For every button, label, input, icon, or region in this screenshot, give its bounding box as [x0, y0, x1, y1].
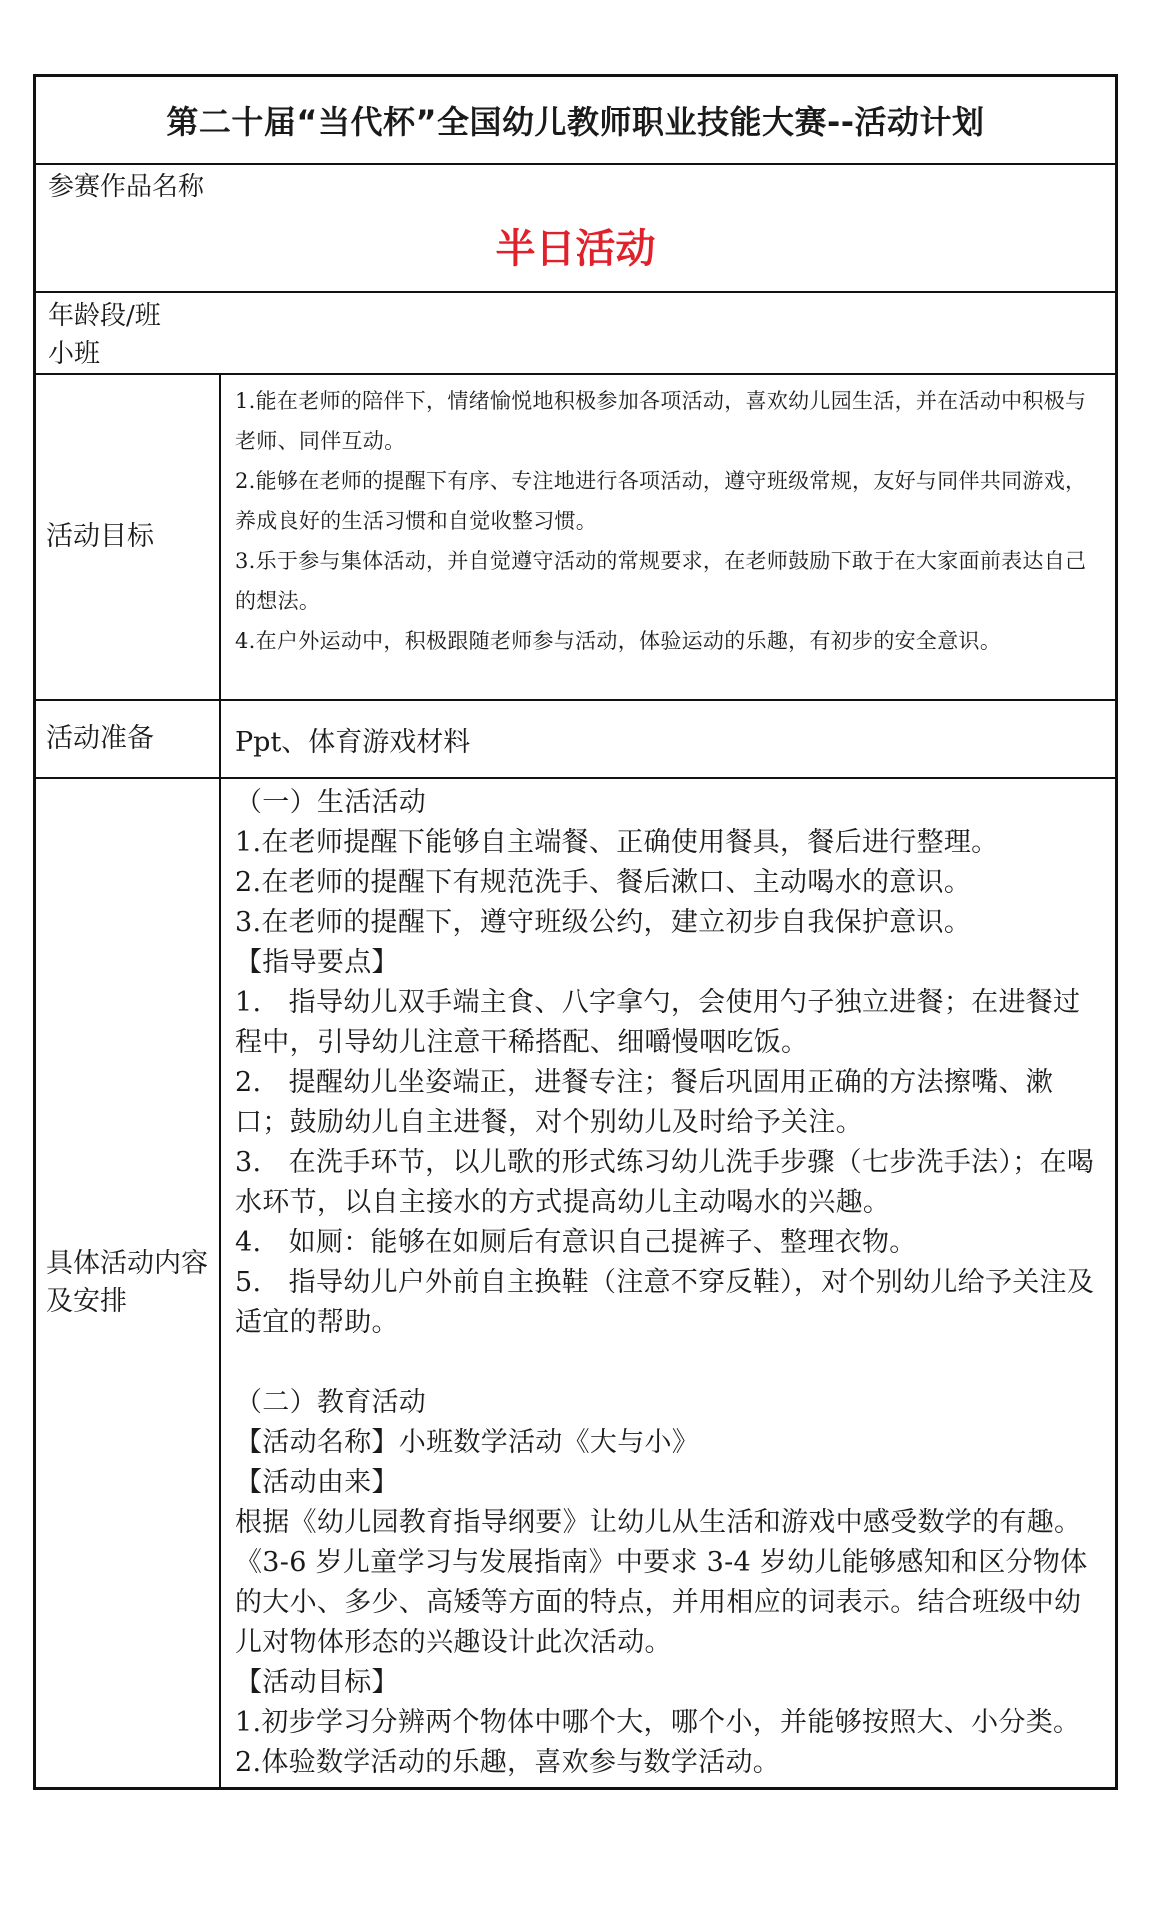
prep-label: 活动准备	[36, 701, 221, 777]
origin-heading: 【活动由来】	[235, 1467, 399, 1498]
work-title: 半日活动	[495, 226, 656, 272]
life-item: 2.在老师的提醒下有规范洗手、餐后漱口、主动喝水的意识。	[235, 867, 972, 898]
age-label: 年龄段/班	[48, 301, 161, 331]
guide-item: 5. 指导幼儿户外前自主换鞋（注意不穿反鞋），对个别幼儿给予关注及适宜的帮助。	[235, 1267, 1095, 1338]
guide-item: 3. 在洗手环节，以儿歌的形式练习幼儿洗手步骤（七步洗手法）；在喝水环节，以自主接水的方式提高幼儿主动喝水的兴趣。	[235, 1147, 1095, 1218]
life-item: 1.在老师提醒下能够自主端餐、正确使用餐具，餐后进行整理。	[235, 827, 999, 858]
goal-item: 3.乐于参与集体活动，并自觉遵守活动的常规要求，在老师鼓励下敢于在大家面前表达自己的想法。	[235, 549, 1087, 613]
goals-row	[36, 375, 1115, 701]
goals-label: 活动目标	[36, 375, 221, 699]
detail-row	[36, 779, 1115, 1787]
prep-value: Ppt、体育游戏材料	[235, 726, 471, 758]
prep-row	[36, 701, 1115, 779]
age-row	[36, 293, 1115, 375]
goal-item: 4.在户外运动中，积极跟随老师参与活动，体验运动的乐趣，有初步的安全意识。	[235, 629, 1002, 653]
guide-item: 4. 如厕：能够在如厕后有意识自己提裤子、整理衣物。	[235, 1227, 917, 1258]
goal-item: 2.能够在老师的提醒下有序、专注地进行各项活动，遵守班级常规，友好与同伴共同游戏，养成良好的生活习惯和自觉收整习惯。	[235, 469, 1087, 533]
work-name-row	[36, 165, 1115, 293]
document-title: 第二十届“当代杯”全国幼儿教师职业技能大赛--活动计划	[36, 77, 1115, 165]
goal-item: 1.能在老师的陪伴下，情绪愉悦地积极参加各项活动，喜欢幼儿园生活，并在活动中积极与老师、同伴互动。	[235, 389, 1087, 453]
work-name-label: 参赛作品名称	[48, 172, 205, 202]
life-heading: （一）生活活动	[235, 787, 427, 818]
age-value: 小班	[48, 339, 101, 369]
plan-table	[33, 74, 1118, 1790]
edu-goal-heading: 【活动目标】	[235, 1667, 399, 1698]
detail-content	[221, 779, 1115, 1787]
life-item: 3.在老师的提醒下，遵守班级公约，建立初步自我保护意识。	[235, 907, 972, 938]
goals-content	[221, 375, 1115, 699]
origin-text: 根据《幼儿园教育指导纲要》让幼儿从生活和游戏中感受数学的有趣。《3-6 岁儿童学习与发展指南》中要求 3-4 岁幼儿能够感知和区分物体的大小、多少、高矮等方面的特点，并用相应的词表示。结合班级中幼儿对物体形态的兴趣设计此次活动。	[235, 1507, 1088, 1658]
guide-item: 1. 指导幼儿双手端主食、八字拿勺，会使用勺子独立进餐；在进餐过程中，引导幼儿注意干稀搭配、细嚼慢咽吃饭。	[235, 987, 1081, 1058]
edu-goal-item: 1.初步学习分辨两个物体中哪个大，哪个小，并能够按照大、小分类。	[235, 1707, 1081, 1738]
guide-heading: 【指导要点】	[235, 947, 399, 978]
detail-label: 具体活动内容及安排	[36, 779, 221, 1787]
section-gap	[235, 1343, 1105, 1383]
guide-item: 2. 提醒幼儿坐姿端正，进餐专注；餐后巩固用正确的方法擦嘴、漱口；鼓励幼儿自主进餐，对个别幼儿及时给予关注。	[235, 1067, 1054, 1138]
edu-heading: （二）教育活动	[235, 1387, 427, 1418]
edu-goal-item: 2.体验数学活动的乐趣，喜欢参与数学活动。	[235, 1747, 781, 1778]
activity-name: 【活动名称】小班数学活动《大与小》	[235, 1427, 700, 1458]
